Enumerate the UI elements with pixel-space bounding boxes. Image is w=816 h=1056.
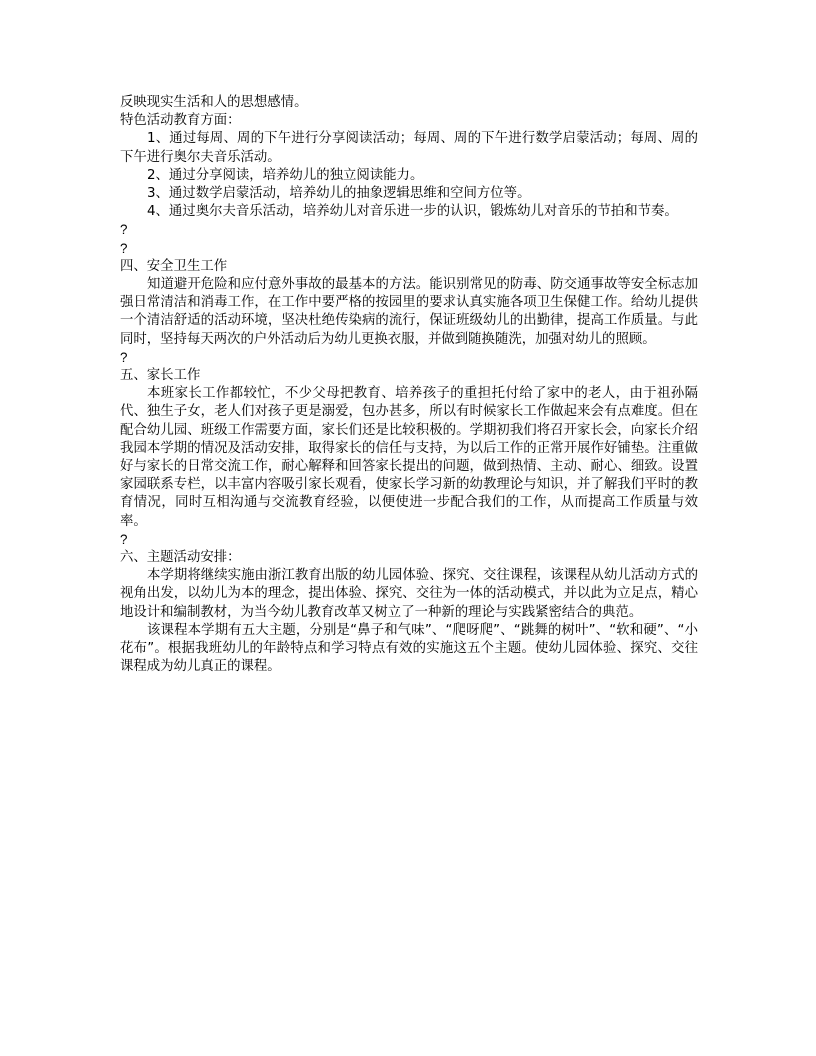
section-heading: 六、主题活动安排： [120,550,241,566]
document-page [120,94,698,677]
list-item: 3、通过数学启蒙活动，培养幼儿的抽象逻辑思维和空间方位等。 [147,186,531,202]
paragraph: 知道避开危险和应付意外事故的最基本的方法。能识别常见的防毒、防交通事故等安全标志加强日常清洁和消毒工作，在工作中要严格的按园里的要求认真实施各项卫生保健工作。给幼儿提供一个清洁舒适的活动环境，坚决杜绝传染病的流行，保证班级幼儿的出勤律，提高工作质量。与此同时，坚持每天两次的户外活动后为幼儿更换衣服，并做到随换随洗，加强对幼儿的照顾。 [120,277,698,347]
list-item: 2、通过分享阅读，培养幼儿的独立阅读能力。 [147,167,424,183]
list-item: 4、通过奥尔夫音乐活动，培养幼儿对音乐进一步的认识，锻炼幼儿对音乐的节拍和节奏。 [147,204,678,220]
placeholder-mark: ? [120,222,128,238]
section-heading: 四、安全卫生工作 [120,258,228,274]
section-heading: 特色活动教育方面： [120,113,241,129]
paragraph: 本班家长工作都较忙，不少父母把教育、培养孩子的重担托付给了家中的老人，由于祖孙隔代、独生子女，老人们对孩子更是溺爱，包办甚多，所以有时候家长工作做起来会有点难度。但在配合幼儿园、班级工作需要方面，家长们还是比较积极的。学期初我们将召开家长会，向家长介绍我园本学期的情况及活动安排，取得家长的信任与支持，为以后工作的正常开展作好铺垫。注重做好与家长的日常交流工作，耐心解释和回答家长提出的问题，做到热情、主动、耐心、细致。设置家园联系专栏，以丰富内容吸引家长观看，使家长学习新的幼教理论与知识，并了解我们平时的教育情况，同时互相沟通与交流教育经验，以便使进一步配合我们的工作，从而提高工作质量与效率。 [120,386,698,529]
placeholder-mark: ? [120,349,128,365]
placeholder-mark: ? [120,531,128,547]
list-item: 1、通过每周、周的下午进行分享阅读活动；每周、周的下午进行数学启蒙活动；每周、周的下午进行奥尔夫音乐活动。 [120,131,698,165]
text-line: 反映现实生活和人的思想感情。 [120,95,308,110]
paragraph: 本学期将继续实施由浙江教育出版的幼儿园体验、探究、交往课程，该课程从幼儿活动方式的视角出发，以幼儿为本的理念，提出体验、探究、交往为一体的活动模式，并以此为立足点，精心地设计和编制教材，为当今幼儿教育改革又树立了一种新的理论与实践紧密结合的典范。 [120,568,698,620]
placeholder-mark: ? [120,240,128,256]
section-heading: 五、家长工作 [120,368,201,384]
paragraph: 该课程本学期有五大主题，分别是“鼻子和气味”、“爬呀爬”、“跳舞的树叶”、“软和硬”、“小花布”。根据我班幼儿的年龄特点和学习特点有效的实施这五个主题。使幼儿园体验、探究、交往课程成为幼儿真正的课程。 [120,622,698,675]
